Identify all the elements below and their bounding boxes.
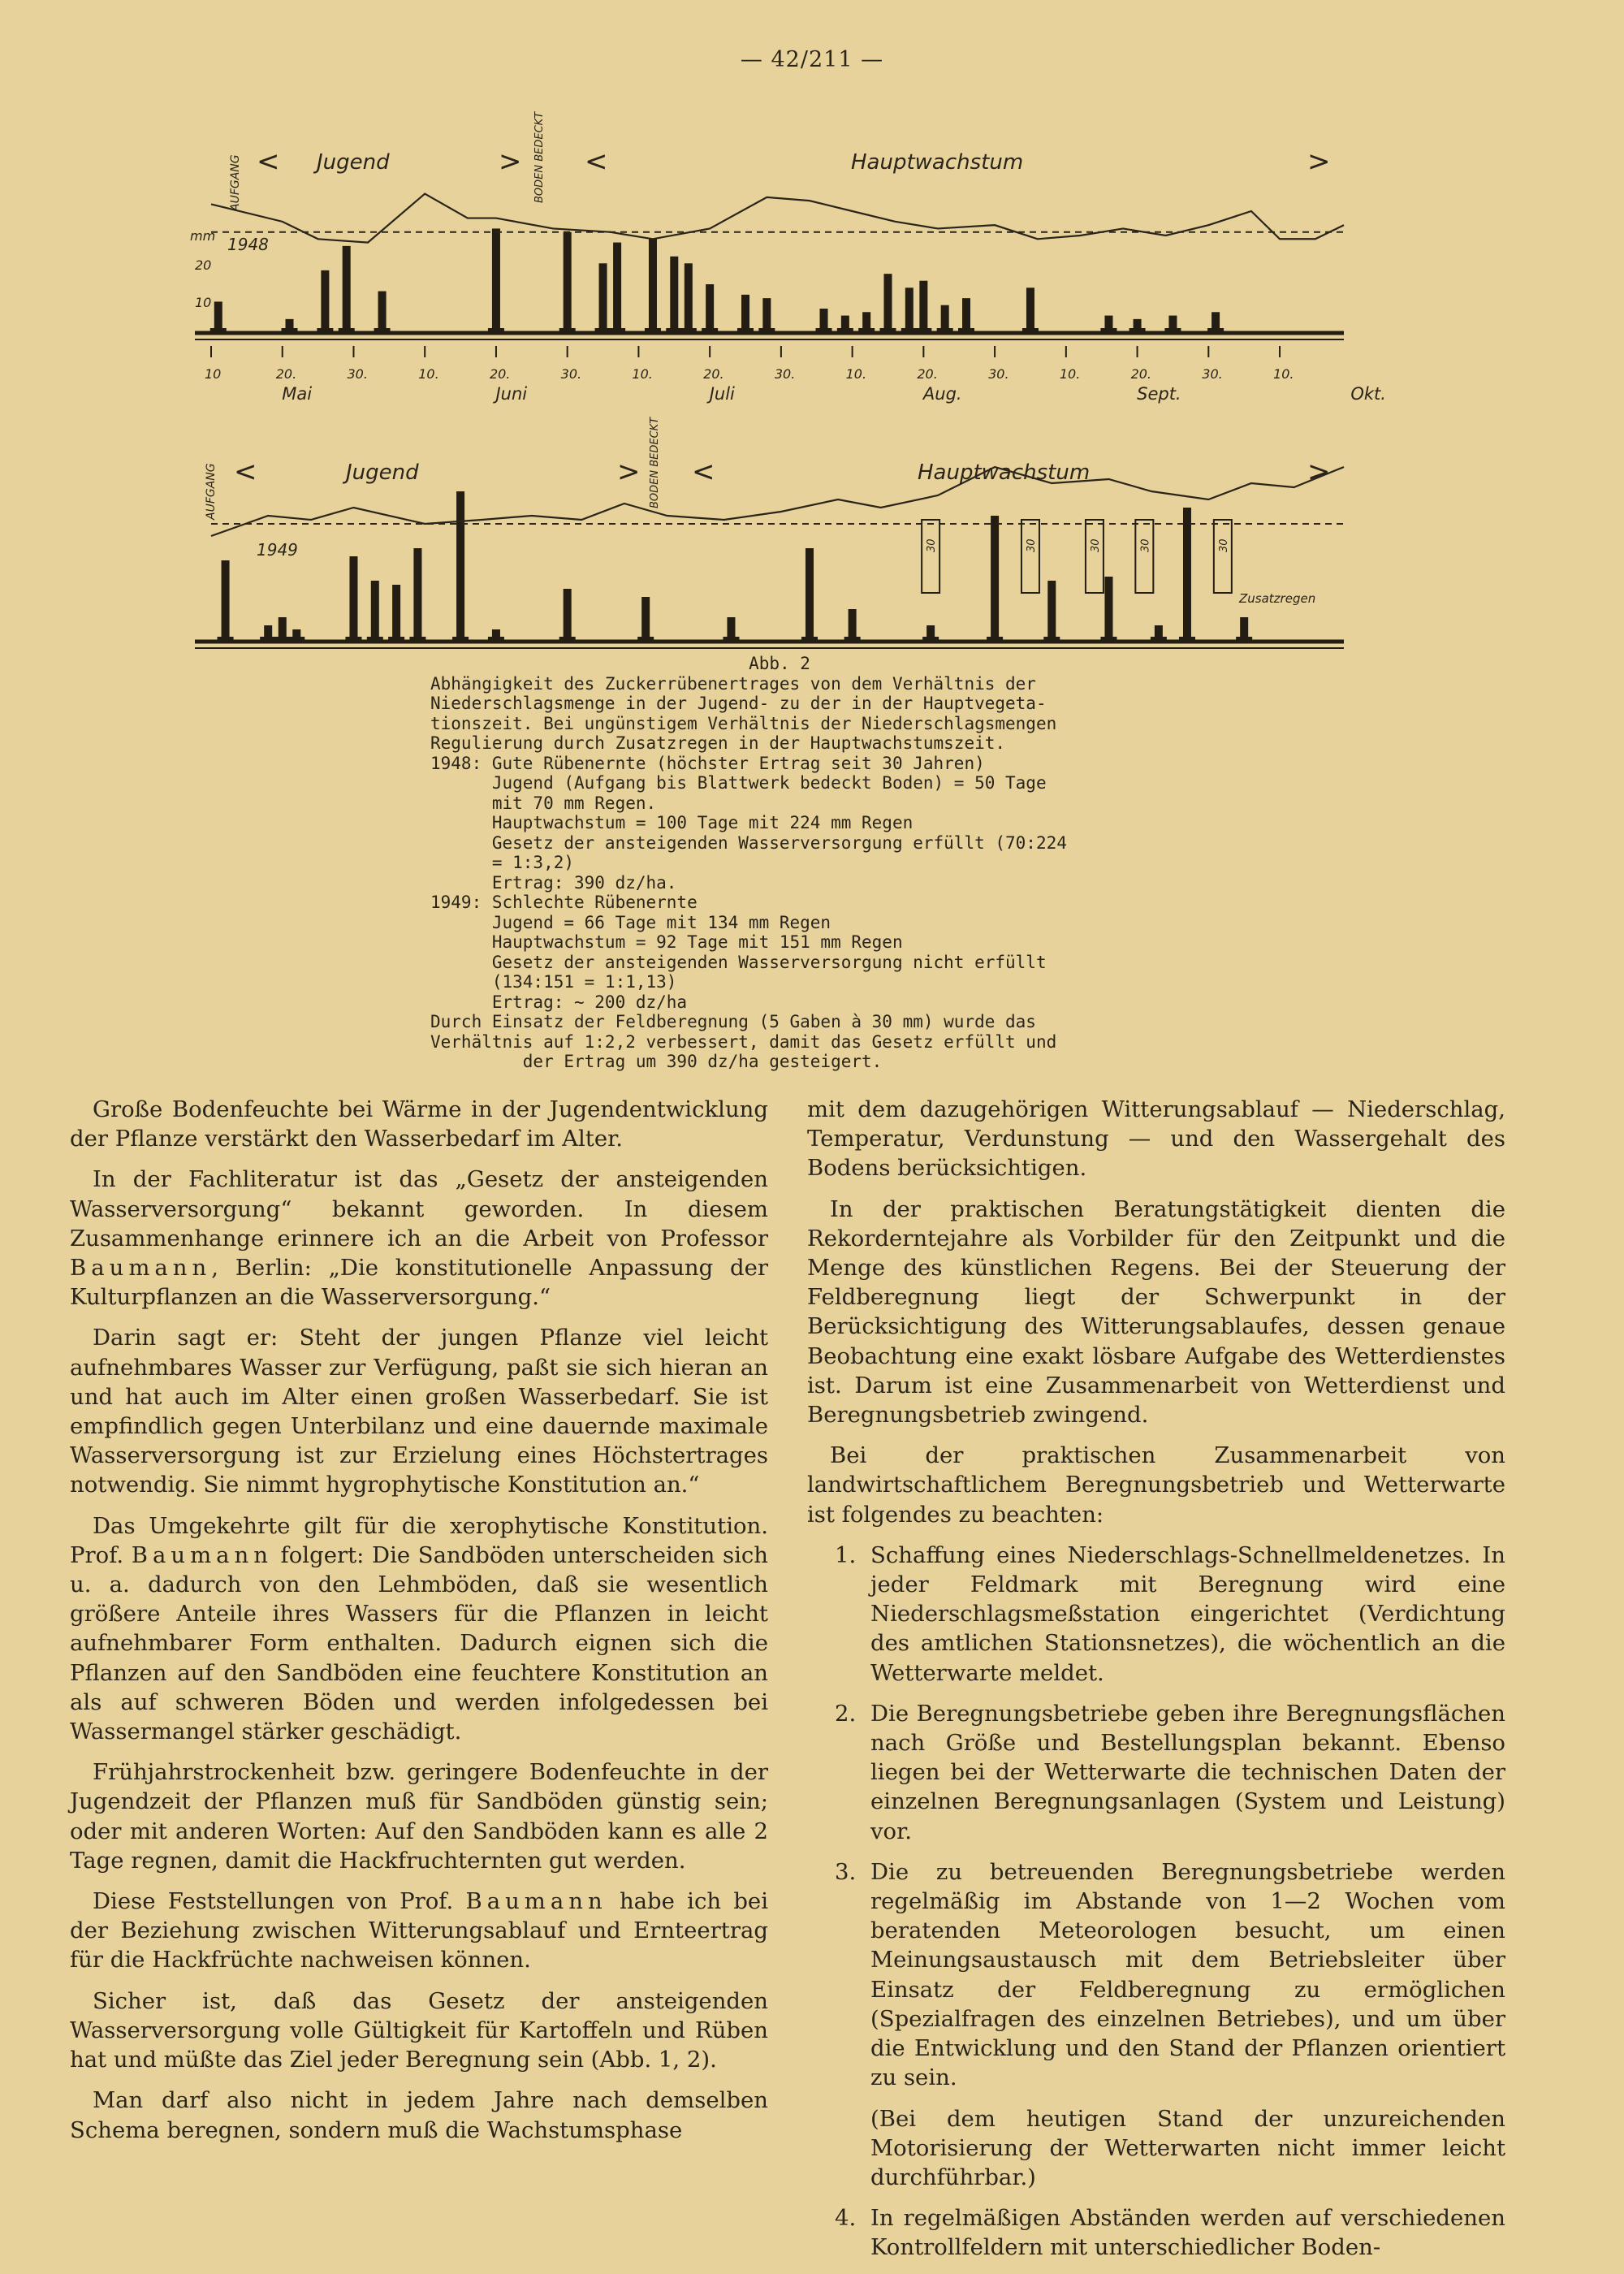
rain-bar xyxy=(456,491,464,642)
caption-line: = 1:3,2) xyxy=(430,853,575,872)
rain-bar xyxy=(321,270,329,333)
trend-line xyxy=(211,194,1344,243)
zusatzregen-value: 30 xyxy=(1089,538,1102,552)
x-tick-label: 20. xyxy=(489,366,511,382)
rain-bar xyxy=(1026,287,1034,333)
hauptwachstum-close-bracket: > xyxy=(1307,456,1331,488)
paragraph: Bei der praktischen Zusammenarbeit von landwirtschaftlichem Beregnungsbetrieb und Wetterwarte ist folgendes zu beachten: xyxy=(807,1442,1505,1528)
rain-bar xyxy=(378,292,387,333)
x-tick-label: 10. xyxy=(418,366,439,382)
jugend-label: Jugend xyxy=(317,150,390,175)
rain-bar xyxy=(1047,581,1056,642)
note: (Bei dem heutigen Stand der unzureichenden Motorisierung der Wetterwarten nicht immer leicht durchführbar.) xyxy=(870,2105,1505,2190)
year-label-1948: 1948 xyxy=(227,235,269,254)
x-tick-label: 10. xyxy=(632,366,653,382)
jugend-open-bracket: < xyxy=(234,456,257,488)
boden-bedeckt-label: BODEN BEDECKT xyxy=(649,417,661,508)
x-tick-label: 30. xyxy=(774,366,796,382)
month-label: Okt. xyxy=(1350,384,1386,404)
zusatzregen-box xyxy=(1086,520,1104,593)
caption-line: Niederschlagsmenge in der Jugend- zu der in der Hauptvegeta- xyxy=(430,694,1047,713)
caption-line: tionszeit. Bei ungünstigem Verhältnis der Niederschlagsmengen xyxy=(430,713,1057,733)
paragraph: Das Umgekehrte gilt für die xerophytische Konstitution. Prof. Baumann folgert: Die Sandböden unterscheiden sich u. a. dadurch von den Lehmböden, daß sie wesentlich größere Anteile ihres Wassers für die Pflanzen in leicht aufnehmbarer Form enthalten. Dadurch eignen sich die Pflanzen auf den Sandböden eine feuchtere Konstitution an als auf schweren Böden und werden infolgedessen bei Wassermangel stärker geschädigt. xyxy=(70,1512,769,1745)
phase-header xyxy=(229,111,1331,212)
rain-bar xyxy=(905,287,914,333)
month-label: Mai xyxy=(282,384,313,404)
x-tick-label: 30. xyxy=(560,366,582,382)
caption-line: Gesetz der ansteigenden Wasserversorgung nicht erfüllt xyxy=(430,952,1047,972)
author-name: Baumann xyxy=(70,1255,212,1282)
caption-line: Jugend (Aufgang bis Blattwerk bedeckt Boden) = 50 Tage xyxy=(430,773,1047,793)
rain-bar xyxy=(649,239,657,333)
rain-bar xyxy=(806,548,814,642)
x-tick-label: 20. xyxy=(917,366,938,382)
zusatzregen-value: 30 xyxy=(1025,538,1038,552)
rain-bar xyxy=(392,585,400,642)
list-item: 3. Die zu betreuenden Beregnungsbetriebe werden regelmäßig im Abstande von 1—2 Wochen vom beratenden Meteorologen besucht, um einen Meinungsaustausch mit dem Betriebsleiter über Einsatz der Feldberegnung zu ermöglichen (Spezialfragen des einzelnen Betriebes), und um über die Entwicklung und den Stand der Pflanzen orientiert zu sein. xyxy=(835,1858,1505,2091)
list-item: 4. In regelmäßigen Abständen werden auf verschiedenen Kontrollfeldern mit unterschiedlicher Boden- xyxy=(835,2205,1505,2261)
jugend-close-bracket: > xyxy=(617,456,641,488)
boden-bedeckt-label: BODEN BEDECKT xyxy=(533,111,546,203)
aufgang-label: AUFGANG xyxy=(205,463,218,520)
page-number: — 42/211 — xyxy=(740,47,884,72)
rain-bar xyxy=(492,228,500,333)
list-item: 2. Die Beregnungsbetriebe geben ihre Beregnungsflächen nach Größe und Bestellungsplan bekannt. Ebenso liegen bei der Wetterwarte die technischen Daten der einzelnen Beregnungsanlagen (System und Leistung) vor. xyxy=(835,1700,1505,1844)
numbered-list xyxy=(807,2203,1505,2262)
month-label: Juli xyxy=(709,384,735,404)
author-name: Baumann xyxy=(131,1541,273,1568)
zusatzregen-value: 30 xyxy=(1139,538,1152,552)
caption-line: Hauptwachstum = 92 Tage mit 151 mm Regen xyxy=(430,932,903,952)
caption-line: 1949: Schlechte Rübenernte xyxy=(430,893,698,912)
paragraph: Sicher ist, daß das Gesetz der ansteigenden Wasserversorgung volle Gültigkeit für Kartoffeln und Rüben hat und müßte das Ziel jeder Beregnung sein (Abb. 1, 2). xyxy=(70,1987,768,2073)
rain-bar xyxy=(685,263,693,333)
rain-bar xyxy=(371,581,379,642)
x-tick-label: 20. xyxy=(275,366,297,382)
rainfall-chart-1949 xyxy=(187,417,1356,658)
rain-bar xyxy=(222,560,230,642)
rainfall-chart-1948 xyxy=(187,111,1386,406)
x-tick-label: 30. xyxy=(988,366,1009,382)
rain-bar xyxy=(883,274,892,333)
caption-line: 1948: Gute Rübenernte (höchster Ertrag seit 30 Jahren) xyxy=(430,753,985,773)
x-tick-label: 30. xyxy=(347,366,368,382)
month-label: Aug. xyxy=(922,384,962,404)
y-tick-20: 20 xyxy=(195,257,212,273)
zusatzregen-label: Zusatzregen xyxy=(1239,591,1316,606)
rain-bar xyxy=(1104,577,1112,642)
caption-title: Abb. 2 xyxy=(749,654,810,673)
caption-line: Hauptwachstum = 100 Tage mit 224 mm Regen xyxy=(430,813,914,832)
rain-bar xyxy=(413,548,421,642)
paragraph: Große Bodenfeuchte bei Wärme in der Jugendentwicklung der Pflanze verstärkt den Wasserbedarf im Alter. xyxy=(70,1096,768,1152)
caption-line: mit 70 mm Regen. xyxy=(430,793,657,813)
paragraph: Frühjahrstrockenheit bzw. geringere Bodenfeuchte in der Jugendzeit der Pflanzen muß für Sandböden günstig sein; oder mit anderen Worten: Auf den Sandböden kann es alle 2 Tage regnen, damit die Hackfruchternten gut werden. xyxy=(70,1759,768,1874)
phase-header xyxy=(205,417,1331,521)
rain-bar xyxy=(613,243,621,333)
rain-bar xyxy=(564,232,572,333)
zusatzregen-box xyxy=(1214,520,1232,593)
caption-line: der Ertrag um 390 dz/ha gesteigert. xyxy=(430,1052,883,1071)
rain-bar xyxy=(741,295,749,333)
author-name: Baumann xyxy=(465,1888,607,1915)
x-tick-label: 10 xyxy=(205,366,222,382)
rain-bar xyxy=(599,263,607,333)
rain-bar xyxy=(564,589,572,642)
x-tick-label: 10. xyxy=(845,366,867,382)
rain-bar xyxy=(641,597,650,642)
caption-line: (134:151 = 1:1,13) xyxy=(430,972,677,992)
month-label: Juni xyxy=(495,384,528,404)
paragraph: Darin sagt er: Steht der jungen Pflanze viel leicht aufnehmbares Wasser zur Verfügung, paßt sie sich hieran an und hat auch im Alter einen großen Wasserbedarf. Sie ist empfindlich gegen Unterbilanz und eine dauernde maximale Wasserversorgung ist zur Erzielung eines Höchstertrages notwendig. Sie nimmt hygrophytische Konstitution an.“ xyxy=(70,1325,768,1498)
numbered-list xyxy=(807,1541,1505,2093)
zusatzregen-box xyxy=(922,520,939,593)
rain-bar xyxy=(762,298,771,333)
caption-line: Jugend = 66 Tage mit 134 mm Regen xyxy=(430,912,831,932)
zusatzregen-value: 30 xyxy=(926,538,939,552)
figure-caption xyxy=(430,654,1129,1072)
caption-line: Ertrag: 390 dz/ha. xyxy=(430,872,677,893)
paragraph: Diese Feststellungen von Prof. Baumann habe ich bei der Beziehung zwischen Witterungsablauf und Ernteertrag für die Hackfrüchte nachweisen können. xyxy=(70,1888,768,1974)
hauptwachstum-label: Hauptwachstum xyxy=(918,460,1091,485)
rain-bar xyxy=(343,246,351,333)
aufgang-label: AUFGANG xyxy=(229,154,242,211)
caption-line: Verhältnis auf 1:2,2 verbessert, damit das Gesetz erfüllt und xyxy=(430,1031,1057,1052)
zusatzregen-box xyxy=(1021,520,1039,593)
zusatzregen-value: 30 xyxy=(1217,538,1230,552)
x-tick-label: 10. xyxy=(1273,366,1294,382)
jugend-close-bracket: > xyxy=(499,145,522,178)
jugend-label: Jugend xyxy=(346,460,419,485)
left-column xyxy=(70,1095,768,2156)
paragraph: In der praktischen Beratungstätigkeit dienten die Rekorderntejahre als Vorbilder für den Zeitpunkt und die Menge des künstlichen Regens. Bei der Steuerung der Feldberegnung liegt der Schwerpunkt in der Berücksichtigung des Witterungsablaufes, dessen genaue Beobachtung eine exakt lösbare Aufgabe des Wetterdienstes ist. Darum ist eine Zusammenarbeit von Wetterdienst und Beregnungsbetrieb zwingend. xyxy=(807,1195,1505,1429)
hauptwachstum-open-bracket: < xyxy=(692,456,715,488)
caption-line: Abhängigkeit des Zuckerrübenertrages von dem Verhältnis der xyxy=(430,673,1036,694)
y-tick-10: 10 xyxy=(195,295,212,310)
caption-line: Ertrag: ~ 200 dz/ha xyxy=(430,992,688,1012)
rain-bar xyxy=(991,516,999,642)
caption-line: Regulierung durch Zusatzregen in der Hauptwachstumszeit. xyxy=(430,733,1006,753)
caption-line: Durch Einsatz der Feldberegnung (5 Gaben à 30 mm) wurde das xyxy=(430,1012,1036,1031)
paragraph: mit dem dazugehörigen Witterungsablauf — Niederschlag, Temperatur, Verdunstung — und den Wassergehalt des Bodens berücksichtigen. xyxy=(807,1096,1505,1182)
x-tick-label: 30. xyxy=(1202,366,1223,382)
y-tick-mm: mm xyxy=(190,228,216,244)
right-column xyxy=(807,1095,1505,2274)
year-label-1949: 1949 xyxy=(257,540,298,560)
paragraph: In der Fachliteratur ist das „Gesetz der ansteigenden Wasserversorgung“ bekannt geworden. In diesem Zusammenhange erinnere ich an die Arbeit von Professor Baumann, Berlin: „Die konstitutionelle Anpassung der Kulturpflanzen an die Wasserversorgung.“ xyxy=(70,1166,768,1311)
hauptwachstum-close-bracket: > xyxy=(1307,145,1331,178)
rain-bar xyxy=(670,257,678,333)
rain-bar xyxy=(706,284,714,333)
zusatzregen-box xyxy=(1135,520,1153,593)
rain-bar xyxy=(919,281,927,333)
caption-line: Gesetz der ansteigenden Wasserversorgung erfüllt (70:224 xyxy=(430,832,1067,853)
rain-bar xyxy=(1183,508,1191,642)
list-item: 1. Schaffung eines Niederschlags-Schnellmeldenetzes. In jeder Feldmark mit Beregnung wird eine Niederschlagsmeßstation eingerichtet (Verdichtung des amtlichen Stationsnetzes), die wöchentlich an die Wetterwarte meldet. xyxy=(835,1541,1505,1686)
hauptwachstum-open-bracket: < xyxy=(585,145,608,178)
jugend-open-bracket: < xyxy=(257,145,280,178)
x-tick-label: 10. xyxy=(1059,366,1081,382)
hauptwachstum-label: Hauptwachstum xyxy=(851,150,1024,175)
rain-bar xyxy=(349,556,357,642)
x-tick-label: 20. xyxy=(703,366,724,382)
rain-bar xyxy=(962,298,970,333)
x-tick-label: 20. xyxy=(1130,366,1152,382)
paragraph: Man darf also nicht in jedem Jahre nach demselben Schema beregnen, sondern muß die Wachstumsphase xyxy=(70,2087,768,2143)
month-label: Sept. xyxy=(1137,384,1181,404)
